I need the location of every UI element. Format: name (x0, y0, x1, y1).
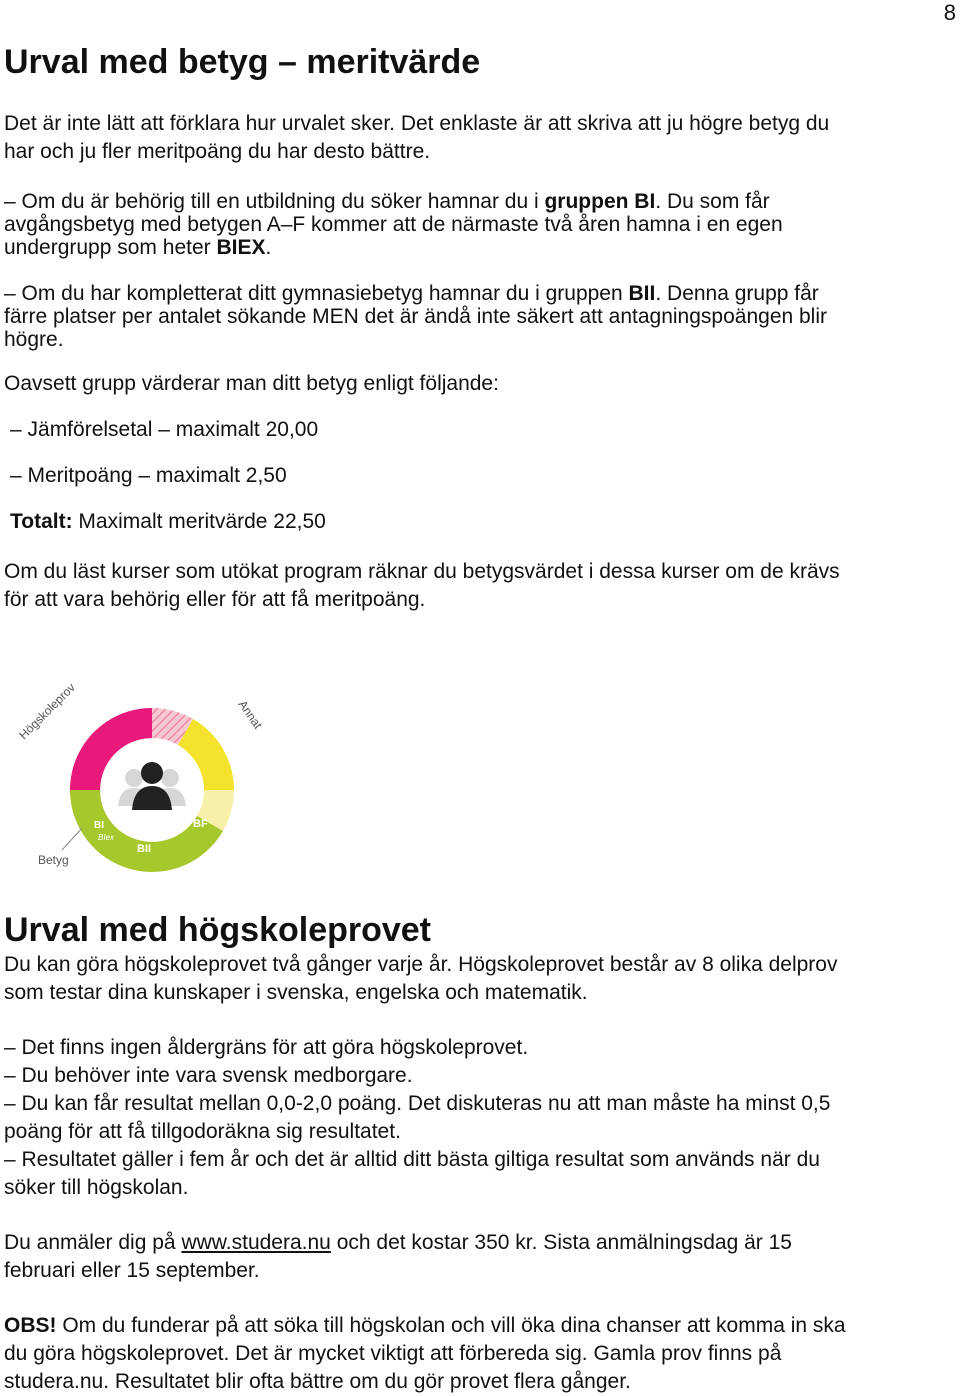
bii-paragraph-line-1: – Om du har kompletterat ditt gymnasiebetyg hamnar du i gruppen BII. Denna grupp får (4, 282, 819, 305)
label-bf: BF (193, 818, 208, 830)
intro-line-2: har och ju fler meritpoäng du har desto bättre. (4, 140, 431, 163)
intro-line-1: Det är inte lätt att förklara hur urvalet sker. Det enklaste är att skriva att ju högre betyg du (4, 112, 830, 135)
label-hogskoleprov: Högskoleprov (16, 680, 79, 743)
bi-paragraph-line-2: avgångsbetyg med betygen A–F kommer att de närmaste två åren hamna i en egen (4, 213, 783, 236)
hp-intro-line-1: Du kan göra högskoleprovet två gånger varje år. Högskoleprovet består av 8 olika delprov (4, 953, 838, 976)
label-betyg: Betyg (38, 853, 69, 867)
hp-intro-line-2: som testar dina kunskaper i svenska, engelska och matematik. (4, 981, 588, 1004)
page-number: 8 (943, 0, 956, 25)
studera-link[interactable]: www.studera.nu (181, 1231, 331, 1254)
section-title-meritvarde: Urval med betyg – meritvärde (4, 43, 481, 81)
hp-bullet-line-5: – Resultatet gäller i fem år och det är alltid ditt bästa giltiga resultat som används när du (4, 1148, 820, 1171)
jamforelsetal-item: – Jämförelsetal – maximalt 20,00 (10, 418, 319, 441)
hp-bullet-line-2: – Du behöver inte vara svensk medborgare. (4, 1064, 413, 1087)
anmal-line-1: Du anmäler dig på www.studera.nu och det kostar 350 kr. Sista anmälningsdag är 15 (4, 1231, 792, 1254)
kurser-line-1: Om du läst kurser som utökat program räknar du betygsvärdet i dessa kurser om de krävs (4, 560, 840, 583)
hp-bullet-line-3: – Du kan får resultat mellan 0,0-2,0 poäng. Det diskuteras nu att man måste ha minst 0,5 (4, 1092, 831, 1115)
label-annat: Annat (235, 697, 265, 732)
bii-paragraph-line-3: högre. (4, 328, 64, 351)
hp-bullet-line-6: söker till högskolan. (4, 1176, 189, 1199)
bi-paragraph-line-3: undergrupp som heter BIEX. (4, 236, 272, 259)
meritpoang-item: – Meritpoäng – maximalt 2,50 (10, 464, 287, 487)
section-title-hogskoleprovet: Urval med högskoleprovet (4, 911, 432, 949)
totalt-item: Totalt: Maximalt meritvärde 22,50 (10, 510, 326, 533)
label-biex: BIex (98, 833, 115, 842)
anmal-line-2: februari eller 15 september. (4, 1259, 260, 1282)
obs-line-1: OBS! Om du funderar på att söka till högskolan och vill öka dina chanser att komma in ska (4, 1314, 846, 1337)
obs-line-2: du göra högskoleprovet. Det är mycket viktigt att förbereda sig. Gamla prov finns på (4, 1342, 782, 1365)
bi-paragraph-line-1: – Om du är behörig till en utbildning du söker hamnar du i gruppen BI. Du som får (4, 190, 770, 213)
urval-groups-diagram (10, 660, 290, 880)
oavsett-text: Oavsett grupp värderar man ditt betyg enligt följande: (4, 372, 499, 395)
kurser-line-2: för att vara behörig eller för att få meritpoäng. (4, 588, 426, 611)
label-bii: BII (137, 843, 152, 855)
hp-bullet-line-4: poäng för att få tillgodoräkna sig resultatet. (4, 1120, 401, 1143)
label-bi: BI (94, 820, 104, 831)
hp-bullet-line-1: – Det finns ingen åldergräns för att göra högskoleprovet. (4, 1036, 529, 1059)
obs-line-3: studera.nu. Resultatet blir ofta bättre om du gör provet flera gånger. (4, 1370, 631, 1393)
bii-paragraph-line-2: färre platser per antalet sökande MEN det är ändå inte säkert att antagningspoängen blir (4, 305, 828, 328)
